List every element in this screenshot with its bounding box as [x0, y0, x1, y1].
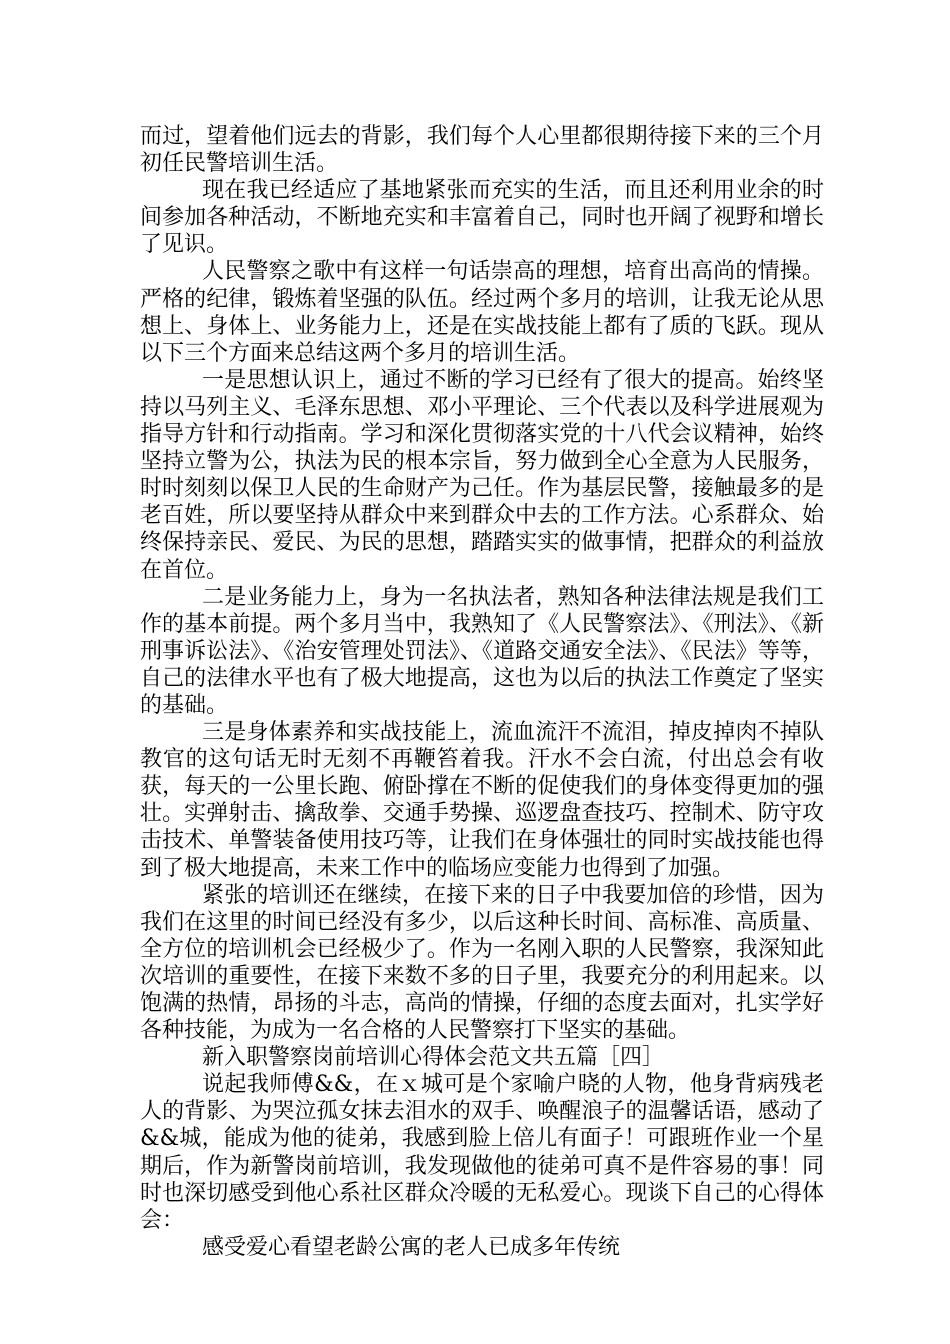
paragraph: 现在我已经适应了基地紧张而充实的生活，而且还利用业余的时间参加各种活动，不断地充实和丰富着自己，同时也开阔了视野和增长了见识。: [140, 178, 824, 258]
paragraph: 说起我师傅&&，在ｘ城可是个家喻户晓的人物，他身背病残老人的背影、为哭泣孤女抹去泪水的双手、唤醒浪子的温馨话语，感动了&&城，能成为他的徒弟，我感到脸上倍儿有面子！可跟班作业一个星期后，作为新警岗前培训，我发现做他的徒弟可真不是件容易的事！同时也深切感受到他心系社区群众冷暖的无私爱心。现谈下自己的心得体会：: [140, 1072, 824, 1233]
paragraph-continued: 而过，望着他们远去的背影，我们每个人心里都很期待接下来的三个月初任民警培训生活。: [140, 124, 824, 177]
subsection-heading: 感受爱心看望老龄公寓的老人已成多年传统: [202, 1234, 621, 1260]
paragraph: 三是身体素养和实战技能上，流血流汗不流泪，掉皮掉肉不掉队教官的这句话无时无刻不再鞭笞着我。汗水不会白流，付出总会有收获，每天的一公里长跑、俯卧撑在不断的促使我们的身体变得更加的强壮。实弹射击、擒敌拳、交通手势操、巡逻盘查技巧、控制术、防守攻击技术、单警装备使用技巧等，让我们在身体强壮的同时实战技能也得到了极大地提高，未来工作中的临场应变能力也得到了加强。: [140, 720, 824, 881]
document-body: [140, 123, 824, 1261]
paragraph: 一是思想认识上，通过不断的学习已经有了很大的提高。始终坚持以马列主义、毛泽东思想、邓小平理论、三个代表以及科学进展观为指导方针和行动指南。学习和深化贯彻落实党的十八代会议精神，始终坚持立警为公，执法为民的根本宗旨，努力做到全心全意为人民服务，时时刻刻以保卫人民的生命财产为己任。作为基层民警，接触最多的是老百姓，所以要坚持从群众中来到群众中去的工作方法。心系群众、始终保持亲民、爱民、为民的思想，踏踏实实的做事情，把群众的利益放在首位。: [140, 367, 824, 583]
paragraph: 人民警察之歌中有这样一句话崇高的理想，培育出高尚的情操。严格的纪律，锻炼着坚强的队伍。经过两个多月的培训，让我无论从思想上、身体上、业务能力上，还是在实战技能上都有了质的飞跃。现从以下三个方面来总结这两个多月的培训生活。: [140, 259, 824, 366]
section-heading: 新入职警察岗前培训心得体会范文共五篇［四］: [202, 1045, 665, 1071]
paragraph: 紧张的培训还在继续，在接下来的日子中我要加倍的珍惜，因为我们在这里的时间已经没有多少，以后这种长时间、高标准、高质量、全方位的培训机会已经极少了。作为一名刚入职的人民警察，我深知此次培训的重要性，在接下来数不多的日子里，我要充分的利用起来。以饱满的热情，昂扬的斗志，高尚的情操，仔细的态度去面对，扎实学好各种技能，为成为一名合格的人民警察打下坚实的基础。: [140, 882, 824, 1044]
paragraph: 二是业务能力上，身为一名执法者，熟知各种法律法规是我们工作的基本前提。两个多月当中，我熟知了《人民警察法》、《刑法》、《新刑事诉讼法》、《治安管理处罚法》、《道路交通安全法》、《民法》等等，自己的法律水平也有了极大地提高，这也为以后的执法工作奠定了坚实的基础。: [140, 584, 824, 718]
